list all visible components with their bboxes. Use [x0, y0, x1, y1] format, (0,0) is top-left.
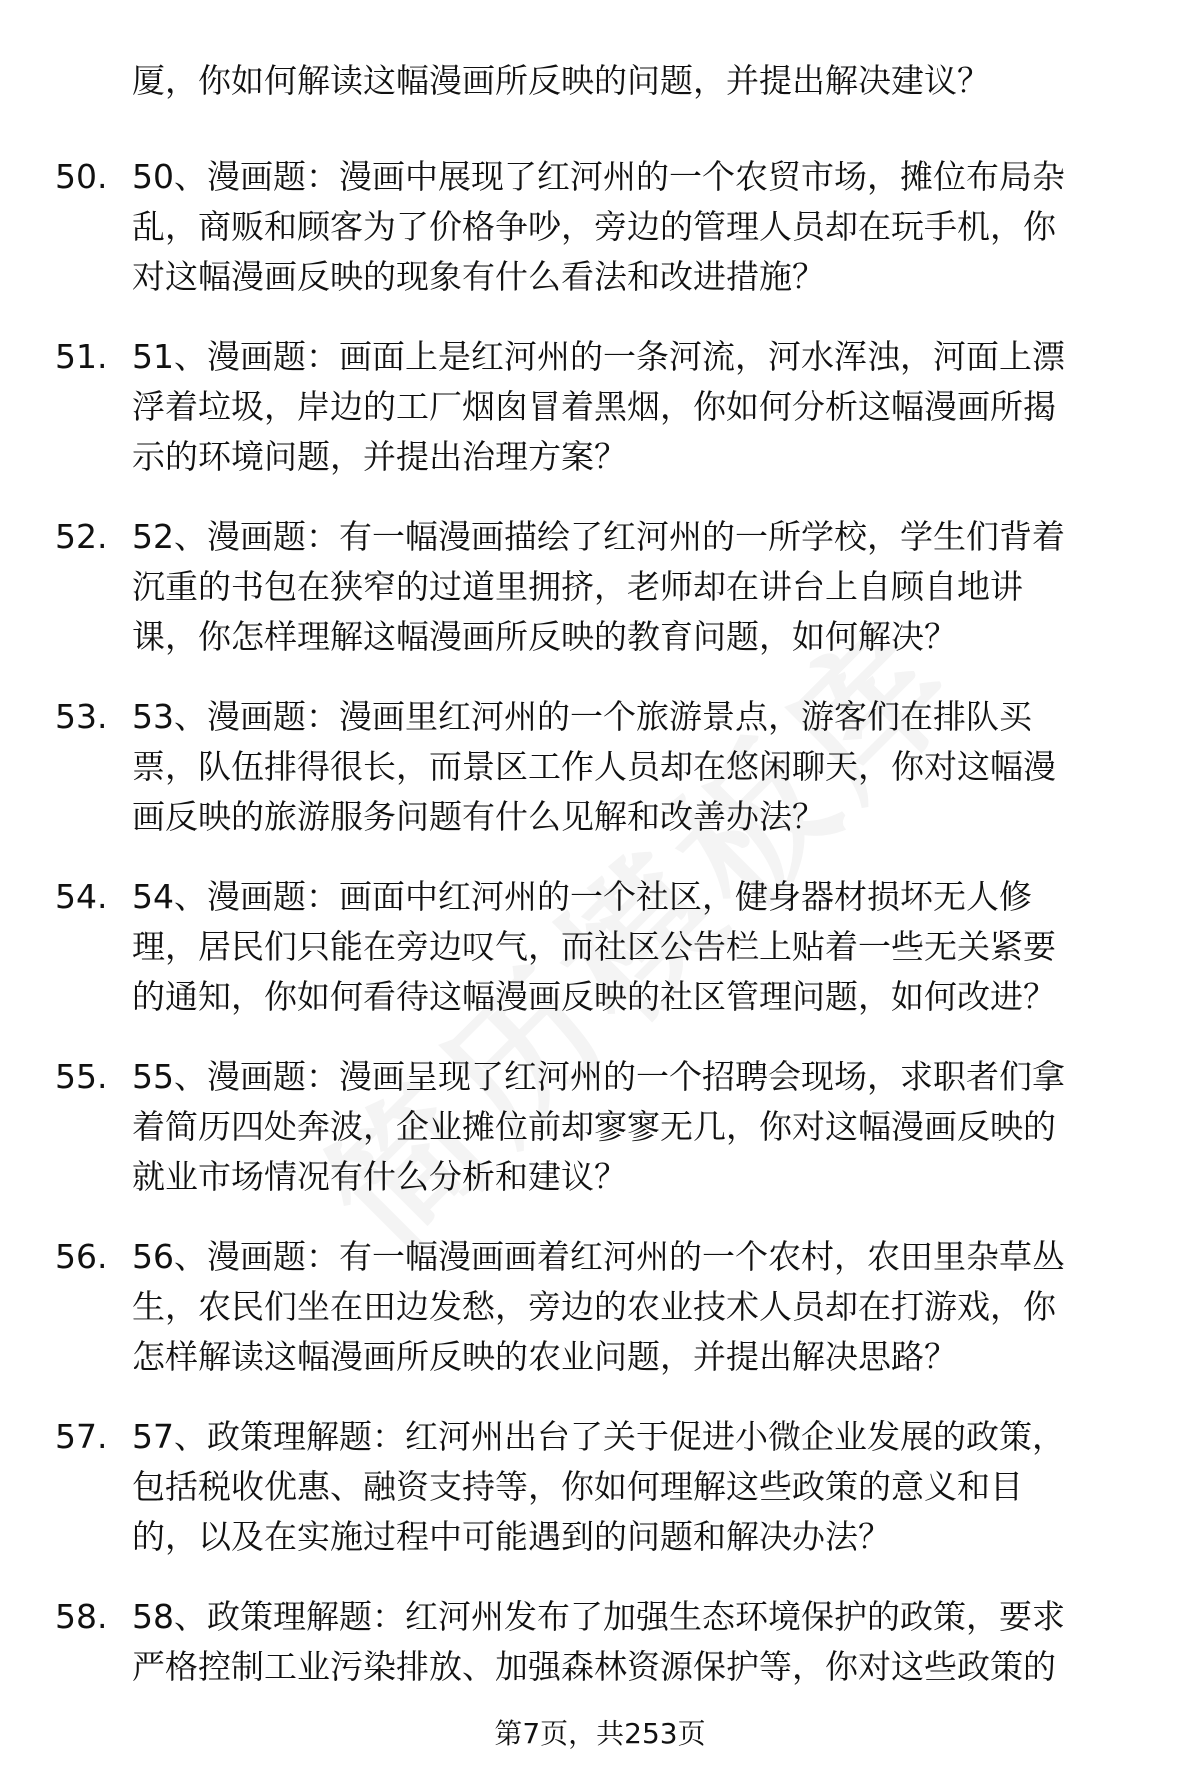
question-number: 51. — [55, 337, 108, 376]
question-item — [0, 152, 1200, 332]
question-text: 54、漫画题：画面中红河州的一个社区，健身器材损坏无人修 理，居民们只能在旁边叹气，而社区公告栏上贴着一些无关紧要 的通知，你如何看待这幅漫画反映的社区管理问题，如何改进？ — [132, 877, 1056, 1016]
question-text: 51、漫画题：画面上是红河州的一条河流，河水浑浊，河面上漂 浮着垃圾，岸边的工厂烟囱冒着黑烟，你如何分析这幅漫画所揭 示的环境问题，并提出治理方案？ — [132, 337, 1065, 476]
page-footer: 第7页，共253页 — [494, 1717, 706, 1750]
question-item — [0, 692, 1200, 872]
question-text: 58、政策理解题：红河州发布了加强生态环境保护的政策，要求 严格控制工业污染排放、加强森林资源保护等，你对这些政策的 — [132, 1597, 1065, 1686]
question-number: 55. — [55, 1057, 108, 1096]
question-item — [0, 332, 1200, 512]
question-text: 56、漫画题：有一幅漫画画着红河州的一个农村，农田里杂草丛 生，农民们坐在田边发愁，旁边的农业技术人员却在打游戏，你 怎样解读这幅漫画所反映的农业问题，并提出解决思路？ — [132, 1237, 1065, 1376]
question-number: 57. — [55, 1417, 108, 1456]
question-list — [0, 152, 1200, 1772]
question-text: 53、漫画题：漫画里红河州的一个旅游景点，游客们在排队买 票，队伍排得很长，而景区工作人员却在悠闲聊天，你对这幅漫 画反映的旅游服务问题有什么见解和改善办法？ — [132, 697, 1056, 836]
question-number: 53. — [55, 697, 108, 736]
question-item — [0, 1412, 1200, 1592]
question-number: 54. — [55, 877, 108, 916]
question-number: 56. — [55, 1237, 108, 1276]
continued-question-text: 厦，你如何解读这幅漫画所反映的问题，并提出解决建议？ — [132, 61, 990, 100]
question-item — [0, 1052, 1200, 1232]
question-number: 52. — [55, 517, 108, 556]
question-item — [0, 872, 1200, 1052]
question-text: 50、漫画题：漫画中展现了红河州的一个农贸市场，摊位布局杂 乱，商贩和顾客为了价格争吵，旁边的管理人员却在玩手机，你 对这幅漫画反映的现象有什么看法和改进措施？ — [132, 157, 1065, 296]
question-item — [0, 1232, 1200, 1412]
question-number: 58. — [55, 1597, 108, 1636]
question-number: 50. — [55, 157, 108, 196]
question-item — [0, 512, 1200, 692]
question-text: 57、政策理解题：红河州出台了关于促进小微企业发展的政策， 包括税收优惠、融资支持等，你如何理解这些政策的意义和目 的，以及在实施过程中可能遇到的问题和解决办法？ — [132, 1417, 1065, 1556]
question-text: 52、漫画题：有一幅漫画描绘了红河州的一所学校，学生们背着 沉重的书包在狭窄的过道里拥挤，老师却在讲台上自顾自地讲 课，你怎样理解这幅漫画所反映的教育问题，如何解决？ — [132, 517, 1065, 656]
question-text: 55、漫画题：漫画呈现了红河州的一个招聘会现场，求职者们拿 着简历四处奔波，企业摊位前却寥寥无几，你对这幅漫画反映的 就业市场情况有什么分析和建议？ — [132, 1057, 1065, 1196]
